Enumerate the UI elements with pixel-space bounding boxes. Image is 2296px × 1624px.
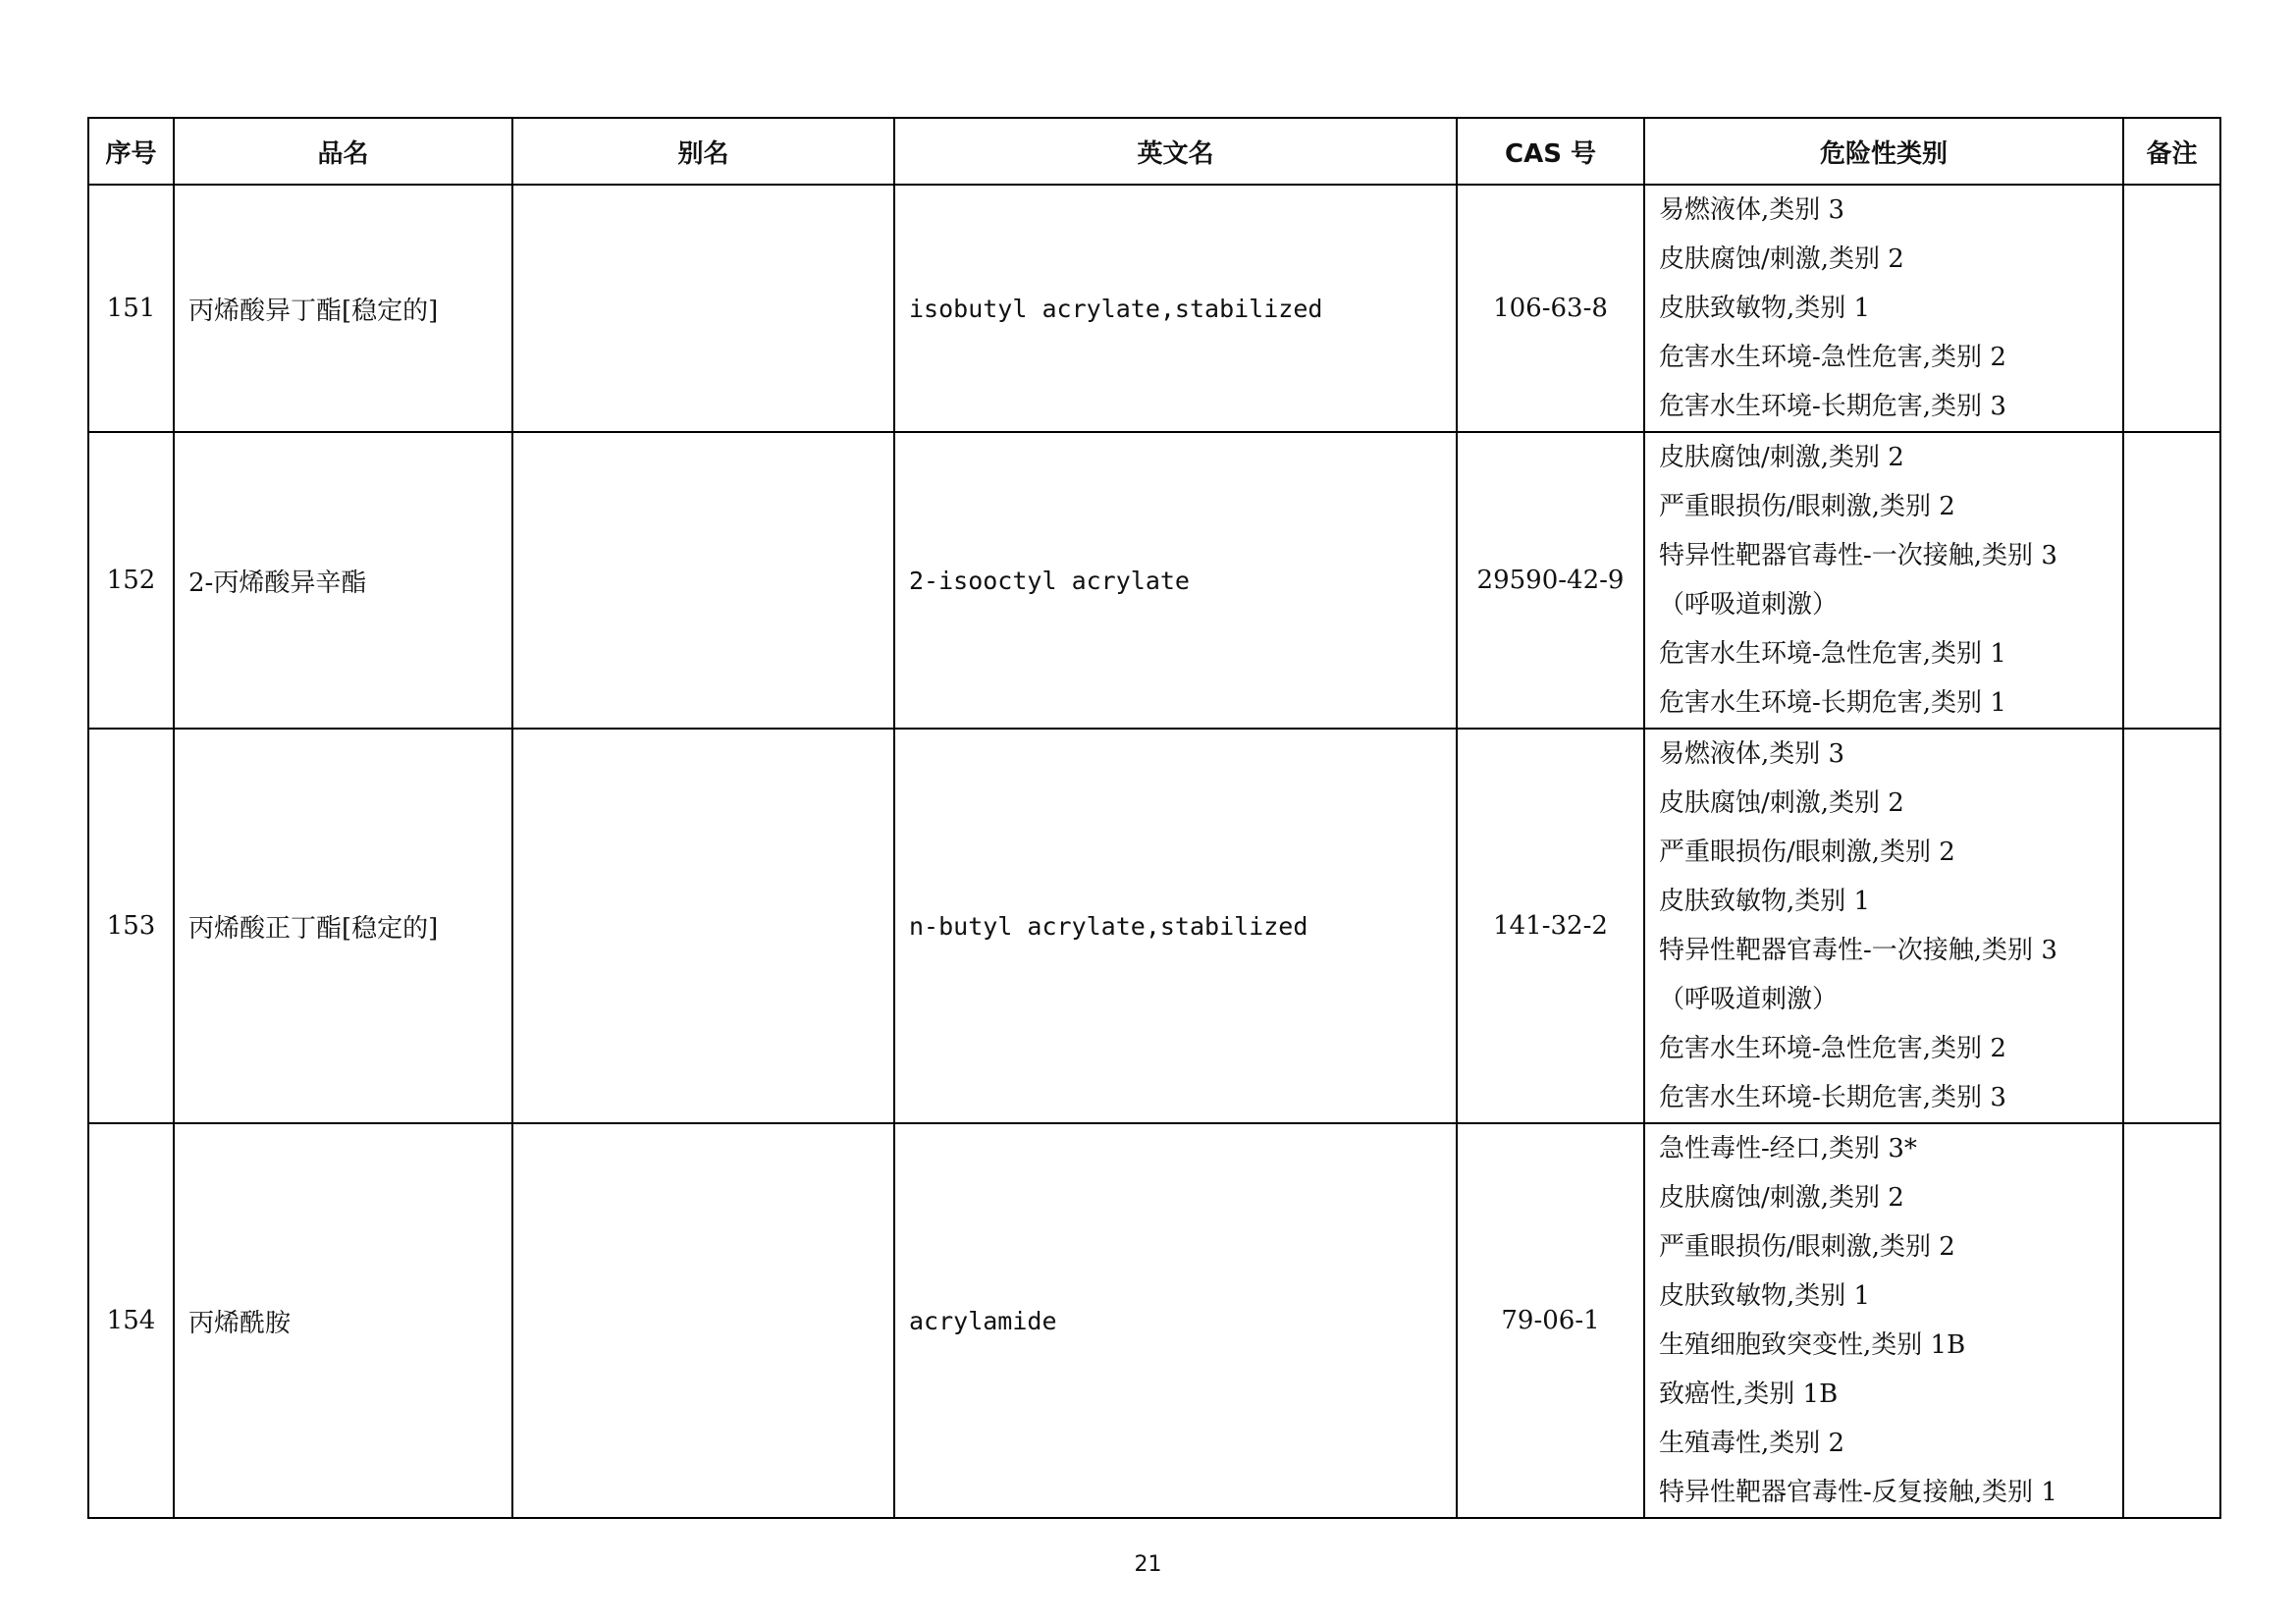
cell-name: 2-丙烯酸异辛酯: [174, 432, 512, 729]
page-number: 21: [1134, 1552, 1162, 1577]
table-row: [88, 432, 2220, 729]
hazard-line: 特异性靶器官毒性-一次接触,类别 3: [1659, 541, 2057, 570]
cell-hazards: [1644, 432, 2123, 729]
cell-cas: 79-06-1: [1457, 1123, 1644, 1518]
cell-no: 152: [88, 432, 174, 729]
header-name: 品名: [174, 118, 512, 185]
cell-english: acrylamide: [894, 1123, 1457, 1518]
hazard-line: （呼吸道刺激）: [1659, 985, 1839, 1014]
hazard-line: 严重眼损伤/眼刺激,类别 2: [1659, 1232, 1955, 1262]
hazard-line: 皮肤腐蚀/刺激,类别 2: [1659, 244, 1904, 274]
hazard-line: 致癌性,类别 1B: [1659, 1380, 1839, 1409]
cell-note: [2123, 729, 2220, 1123]
cell-note: [2123, 185, 2220, 432]
cell-name: 丙烯酸异丁酯[稳定的]: [174, 185, 512, 432]
cell-name: 丙烯酰胺: [174, 1123, 512, 1518]
cell-cas: 141-32-2: [1457, 729, 1644, 1123]
cell-no: 153: [88, 729, 174, 1123]
chemical-catalog-table: [87, 117, 2221, 1519]
hazard-line: 皮肤致敏物,类别 1: [1659, 887, 1871, 916]
table-body: [88, 185, 2220, 1518]
header-hazard: 危险性类别: [1644, 118, 2123, 185]
hazard-line: 危害水生环境-长期危害,类别 3: [1659, 1083, 2006, 1112]
cell-hazards: [1644, 185, 2123, 432]
hazard-line: 易燃液体,类别 3: [1659, 195, 1845, 225]
hazard-line: 危害水生环境-长期危害,类别 3: [1659, 392, 2006, 421]
hazard-line: 皮肤腐蚀/刺激,类别 2: [1659, 788, 1904, 818]
cell-alias: [512, 1123, 894, 1518]
hazard-line: 严重眼损伤/眼刺激,类别 2: [1659, 492, 1955, 521]
hazard-line: 特异性靶器官毒性-反复接触,类别 1: [1659, 1478, 2057, 1507]
cell-english: isobutyl acrylate,stabilized: [894, 185, 1457, 432]
cell-english: n-butyl acrylate,stabilized: [894, 729, 1457, 1123]
hazard-line: 危害水生环境-长期危害,类别 1: [1659, 688, 2006, 718]
hazard-line: 皮肤腐蚀/刺激,类别 2: [1659, 1183, 1904, 1213]
cell-alias: [512, 432, 894, 729]
hazard-line: 皮肤致敏物,类别 1: [1659, 294, 1871, 323]
hazard-line: （呼吸道刺激）: [1659, 590, 1839, 620]
header-alias: 别名: [512, 118, 894, 185]
cell-cas: 29590-42-9: [1457, 432, 1644, 729]
cell-alias: [512, 185, 894, 432]
hazard-line: 急性毒性-经口,类别 3*: [1659, 1134, 1917, 1164]
cell-alias: [512, 729, 894, 1123]
cell-cas: 106-63-8: [1457, 185, 1644, 432]
cell-english: 2-isooctyl acrylate: [894, 432, 1457, 729]
hazard-line: 特异性靶器官毒性-一次接触,类别 3: [1659, 936, 2057, 965]
header-cas: CAS 号: [1457, 118, 1644, 185]
header-note: 备注: [2123, 118, 2220, 185]
hazard-line: 危害水生环境-急性危害,类别 2: [1659, 343, 2006, 372]
hazard-line: 危害水生环境-急性危害,类别 1: [1659, 639, 2006, 669]
table-header-row: [88, 118, 2220, 185]
cell-hazards: [1644, 1123, 2123, 1518]
hazard-line: 皮肤致敏物,类别 1: [1659, 1281, 1871, 1311]
table-row: [88, 729, 2220, 1123]
cell-no: 151: [88, 185, 174, 432]
hazard-line: 生殖细胞致突变性,类别 1B: [1659, 1330, 1966, 1360]
table-row: [88, 1123, 2220, 1518]
table-row: [88, 185, 2220, 432]
cell-no: 154: [88, 1123, 174, 1518]
hazard-line: 易燃液体,类别 3: [1659, 739, 1845, 769]
cell-name: 丙烯酸正丁酯[稳定的]: [174, 729, 512, 1123]
hazard-line: 生殖毒性,类别 2: [1659, 1429, 1845, 1458]
hazard-line: 严重眼损伤/眼刺激,类别 2: [1659, 838, 1955, 867]
chemical-catalog-table-container: [87, 117, 2219, 1519]
cell-hazards: [1644, 729, 2123, 1123]
cell-note: [2123, 1123, 2220, 1518]
cell-note: [2123, 432, 2220, 729]
header-no: 序号: [88, 118, 174, 185]
header-english: 英文名: [894, 118, 1457, 185]
hazard-line: 危害水生环境-急性危害,类别 2: [1659, 1034, 2006, 1063]
hazard-line: 皮肤腐蚀/刺激,类别 2: [1659, 443, 1904, 472]
